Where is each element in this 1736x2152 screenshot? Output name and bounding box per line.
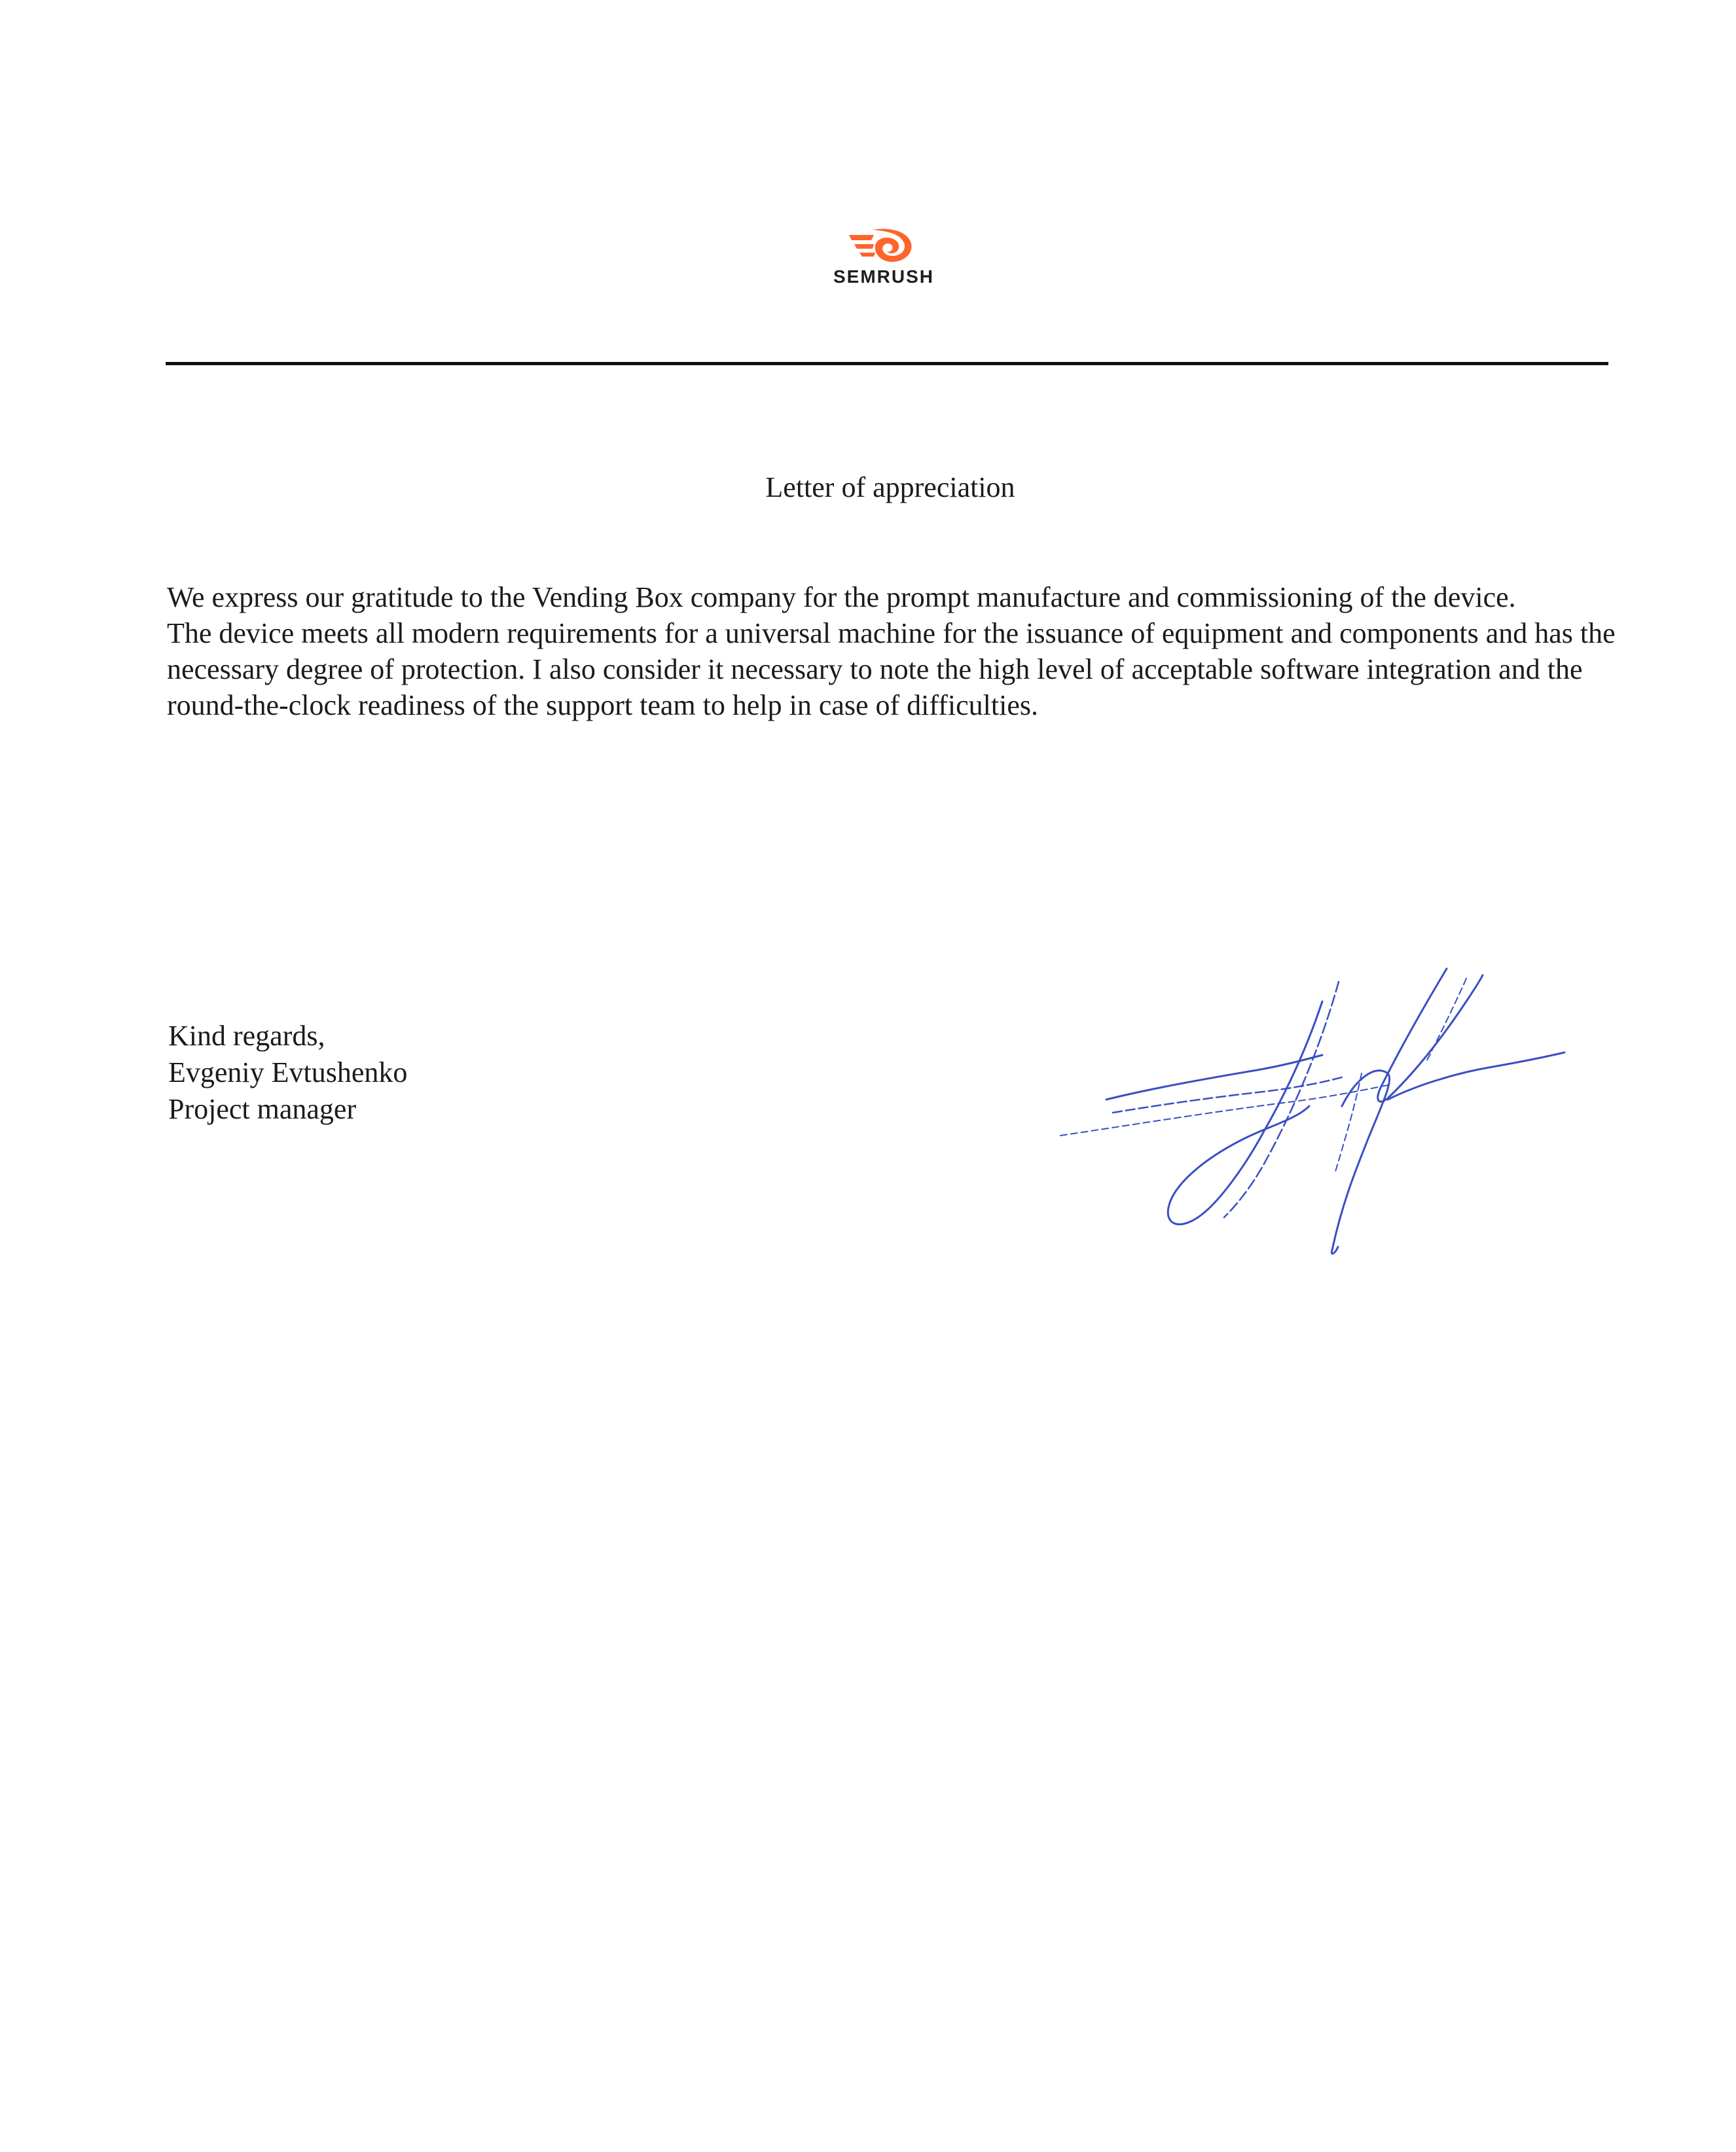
letter-closing <box>168 1018 407 1128</box>
handwritten-signature <box>1047 942 1571 1270</box>
company-logo <box>786 226 982 291</box>
letter-body <box>167 579 1617 723</box>
signer-name: Evgeniy Evtushenko <box>168 1056 408 1088</box>
semrush-flame-icon <box>848 226 920 265</box>
header-divider <box>166 362 1608 365</box>
letter-title: Letter of appreciation <box>765 471 1015 503</box>
signer-title: Project manager <box>168 1093 357 1125</box>
body-paragraph: We express our gratitude to the Vending Box company for the prompt manufacture and commissioning of the device. <box>167 581 1516 613</box>
logo-wordmark: SEMRUSH <box>833 266 934 287</box>
closing-salutation: Kind regards, <box>168 1020 325 1052</box>
body-paragraph: The device meets all modern requirements for a universal machine for the issuance of equipment and components and has the necessary degree of protection. I also consider it necessary to note the high level of acceptable software integration and the round-the-clock readiness of the support team to help in case of difficulties. <box>167 617 1616 721</box>
